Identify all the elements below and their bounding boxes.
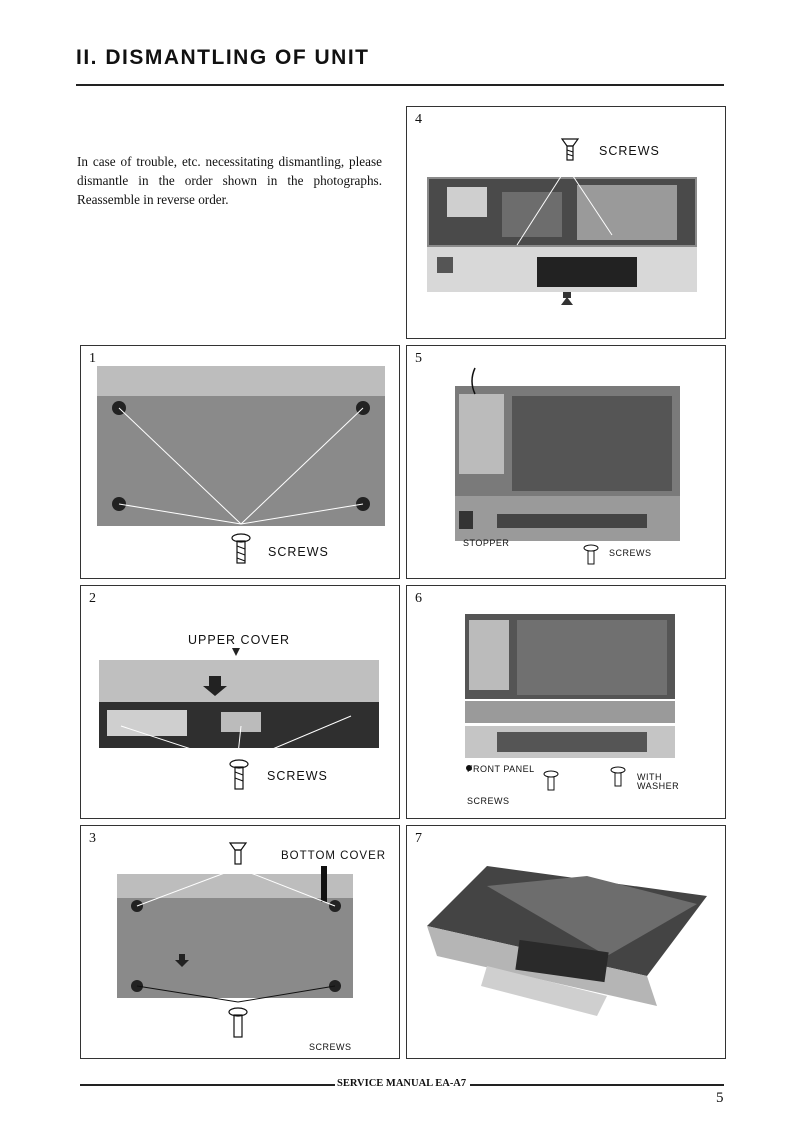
screw-icon — [228, 1006, 248, 1040]
screw-icon — [231, 532, 251, 566]
stopper-label: STOPPER — [463, 538, 510, 548]
panel-6 — [406, 585, 726, 819]
bottom-cover-label: BOTTOM COVER — [281, 850, 387, 862]
panel-number: 6 — [415, 591, 422, 606]
photo-unit-chassis-open — [407, 346, 725, 578]
screw-icon — [560, 137, 580, 163]
panel-number: 2 — [89, 591, 96, 606]
panel-7 — [406, 825, 726, 1059]
screws-label: SCREWS — [267, 769, 328, 783]
panel-number: 4 — [415, 112, 422, 127]
screws-label: SCREWS — [467, 796, 510, 806]
with-label: WITH — [637, 772, 662, 782]
panel-number: 1 — [89, 351, 96, 366]
title-rule — [76, 84, 724, 86]
panel-1 — [80, 345, 400, 579]
front-panel-label: FRONT PANEL — [467, 764, 535, 774]
screw-icon — [229, 758, 249, 792]
photo-unit-assembled-open — [407, 826, 725, 1058]
screws-label: SCREWS — [309, 1042, 352, 1052]
panel-3 — [80, 825, 400, 1059]
screw-icon — [583, 544, 599, 566]
panel-number: 3 — [89, 831, 96, 846]
panel-number: 5 — [415, 351, 422, 366]
footer-rule-right — [470, 1084, 724, 1086]
washer-label: WASHER — [637, 781, 680, 791]
panel-2 — [80, 585, 400, 819]
screw-washer-icon — [610, 766, 626, 788]
footer-title: SERVICE MANUAL EA-A7 — [337, 1078, 467, 1089]
page-number: 5 — [716, 1090, 724, 1106]
page-title: II. DISMANTLING OF UNIT — [76, 46, 370, 69]
screws-label: SCREWS — [609, 548, 652, 558]
intro-paragraph: In case of trouble, etc. necessitating dismantling, please dismantle in the order shown in the photographs. Reassemble in reverse order. — [77, 154, 382, 207]
panel-5 — [406, 345, 726, 579]
screws-label: SCREWS — [599, 144, 660, 158]
panel-4 — [406, 106, 726, 339]
screw-icon — [543, 770, 559, 792]
screws-label: SCREWS — [268, 545, 329, 559]
footer-rule-left — [80, 1084, 335, 1086]
panel-number: 7 — [415, 831, 422, 846]
upper-cover-label: UPPER COVER — [188, 633, 290, 647]
